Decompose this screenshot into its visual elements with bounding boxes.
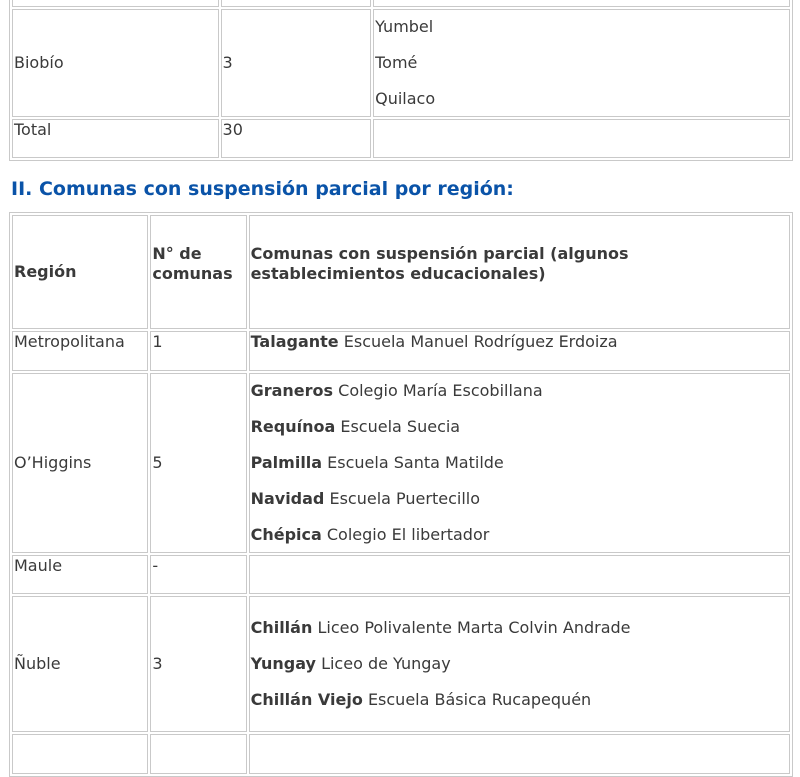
school-name: Liceo Polivalente Marta Colvin Andrade [317, 618, 631, 637]
list-item [251, 646, 788, 682]
comunas-cell [249, 331, 790, 371]
region-cell: Ñuble [12, 596, 148, 732]
count-cell [150, 734, 246, 774]
count-cell: 3 [150, 596, 246, 732]
comuna-name: Requínoa [250, 417, 336, 436]
section-heading: II. Comunas con suspensión parcial por región: [11, 178, 514, 200]
comuna-name: Chépica [250, 525, 322, 544]
count-cell: 3 [221, 9, 372, 117]
comunas-cell [249, 734, 790, 774]
comunas-cell [249, 555, 790, 594]
table-row [12, 555, 790, 594]
comuna-name: Quilaco [375, 89, 436, 108]
list-item [251, 610, 788, 646]
list-item [251, 481, 788, 517]
comunas-cell [373, 119, 790, 158]
comunas-cell [249, 373, 790, 553]
comuna-name: Yumbel [375, 17, 434, 36]
school-name: Colegio María Escobillana [338, 381, 543, 400]
region-cell: Biobío [12, 9, 219, 117]
list-item [251, 682, 788, 718]
partial-suspension-table [9, 212, 793, 777]
comuna-name: Talagante [250, 332, 339, 351]
region-cell: Total [12, 119, 219, 158]
comuna-name: Chillán Viejo [250, 690, 363, 709]
total-suspension-table [9, 0, 793, 161]
table-row [12, 331, 790, 371]
list-item [251, 517, 788, 553]
school-name: Colegio El libertador [326, 525, 490, 544]
region-cell: Metropolitana [12, 331, 148, 371]
table-row [12, 9, 790, 117]
table-header-row [12, 215, 790, 329]
header-count: N° de comunas [150, 215, 246, 329]
count-cell: 30 [221, 119, 372, 158]
region-cell [12, 734, 148, 774]
comuna-name: Yungay [250, 654, 316, 673]
table-row [12, 373, 790, 553]
header-region: Región [12, 215, 148, 329]
comuna-name: Navidad [250, 489, 325, 508]
region-cell [12, 0, 219, 7]
school-name: Escuela Manuel Rodríguez Erdoiza [343, 332, 618, 351]
comuna-name: Graneros [250, 381, 334, 400]
school-name: Escuela Suecia [340, 417, 461, 436]
school-name: Escuela Santa Matilde [327, 453, 504, 472]
count-cell: - [150, 555, 246, 594]
comuna-name: Palmilla [250, 453, 323, 472]
table-row [12, 734, 790, 774]
list-item [251, 373, 788, 409]
comunas-cell [249, 596, 790, 732]
table-row [12, 119, 790, 158]
list-item [251, 409, 788, 445]
comunas-cell [373, 9, 790, 117]
header-comunas: Comunas con suspensión parcial (algunos establecimientos educacionales) [249, 215, 790, 329]
list-item [251, 445, 788, 481]
count-cell: 5 [150, 373, 246, 553]
school-name: Escuela Básica Rucapequén [367, 690, 592, 709]
region-cell: Maule [12, 555, 148, 594]
count-cell [221, 0, 372, 7]
table-row [12, 596, 790, 732]
comunas-cell [373, 0, 790, 7]
school-name: Escuela Puertecillo [329, 489, 481, 508]
comuna-name: Tomé [375, 53, 418, 72]
region-cell: O’Higgins [12, 373, 148, 553]
comuna-name: Chillán [250, 618, 313, 637]
table-row [12, 0, 790, 7]
count-cell: 1 [150, 331, 246, 371]
school-name: Liceo de Yungay [321, 654, 451, 673]
